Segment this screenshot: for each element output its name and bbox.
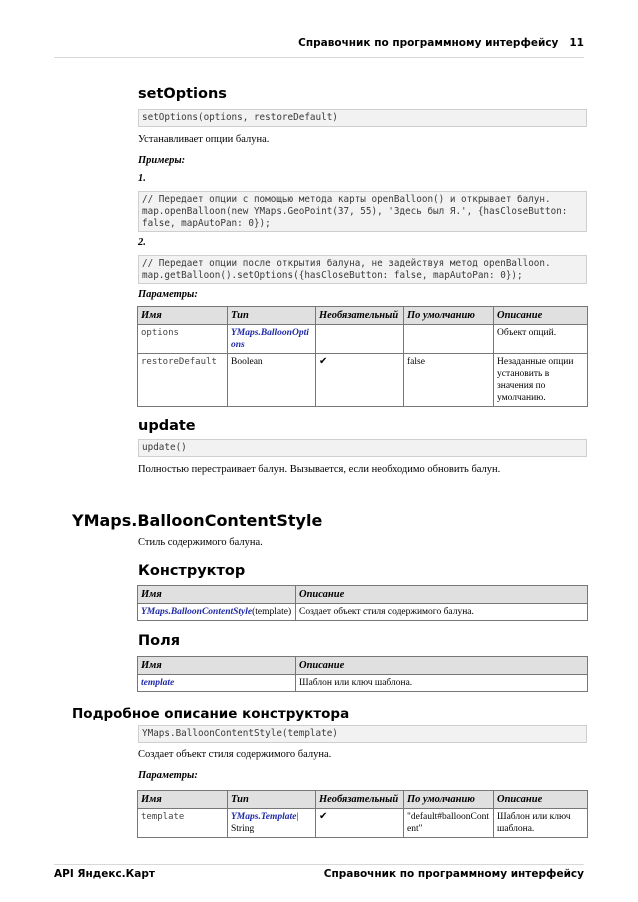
constructor-params-table xyxy=(137,790,588,838)
column-header: Описание xyxy=(494,307,588,325)
column-header: Описание xyxy=(296,657,588,675)
column-header: По умолчанию xyxy=(404,307,494,325)
table-header-row xyxy=(138,307,588,325)
constructor-table xyxy=(137,585,588,621)
table-row xyxy=(138,354,588,407)
constructor-detail-description: Создает объект стиля содержимого балуна. xyxy=(138,749,332,760)
example-2-code: // Передает опции после открытия балуна, не задействуя метод openBalloon. map.getBalloon().setOptions({hasCloseButton: false, mapAutoPan: 0}); xyxy=(138,255,587,284)
param-default: "default#balloonContent" xyxy=(404,809,494,838)
table-row xyxy=(138,809,588,838)
param-type-link[interactable]: YMaps.Template xyxy=(231,812,297,822)
update-heading: update xyxy=(138,418,196,434)
param-description: Незаданные опции установить в значения по умолчанию. xyxy=(494,354,588,407)
param-description: Объект опций. xyxy=(494,325,588,354)
constructor-link[interactable]: YMaps.BalloonContentStyle xyxy=(141,607,253,617)
update-description: Полностью перестраивает балун. Вызывается, если необходимо обновить балун. xyxy=(138,464,501,475)
table-header-row xyxy=(138,586,588,604)
param-type-alt: String xyxy=(231,824,255,834)
constructor-detail-signature: YMaps.BalloonContentStyle(template) xyxy=(138,725,587,743)
column-header: Имя xyxy=(138,657,296,675)
param-optional-check-icon: ✔ xyxy=(316,809,404,838)
setoptions-heading: setOptions xyxy=(138,86,227,102)
header-title: Справочник по программному интерфейсу xyxy=(298,37,559,49)
setoptions-description: Устанавливает опции балуна. xyxy=(138,134,270,145)
column-header: Имя xyxy=(138,586,296,604)
column-header: Тип xyxy=(228,791,316,809)
param-type: Boolean xyxy=(228,354,316,407)
param-optional-check-icon: ✔ xyxy=(316,354,404,407)
setoptions-signature: setOptions(options, restoreDefault) xyxy=(138,109,587,127)
param-type-separator: | xyxy=(296,812,299,822)
class-heading: YMaps.BalloonContentStyle xyxy=(72,511,323,530)
table-header-row xyxy=(138,657,588,675)
field-template-link[interactable]: template xyxy=(141,678,175,688)
footer-right: Справочник по программному интерфейсу xyxy=(323,868,584,880)
setoptions-params-table xyxy=(137,306,588,407)
constructor-description: Создает объект стиля содержимого балуна. xyxy=(296,604,588,621)
param-type-cell xyxy=(228,809,316,838)
constructor-heading: Конструктор xyxy=(138,563,246,579)
field-name-cell xyxy=(138,675,296,692)
examples-label: Примеры: xyxy=(138,155,186,166)
field-description: Шаблон или ключ шаблона. xyxy=(296,675,588,692)
example-1-number: 1. xyxy=(138,173,146,184)
example-2-number: 2. xyxy=(138,237,146,248)
table-row xyxy=(138,604,588,621)
param-type-link[interactable]: YMaps.BalloonOptions xyxy=(231,328,309,350)
column-header: Описание xyxy=(494,791,588,809)
param-type-cell xyxy=(228,325,316,354)
table-header-row xyxy=(138,791,588,809)
column-header: По умолчанию xyxy=(404,791,494,809)
example-1-code: // Передает опции с помощью метода карты openBalloon() и открывает балун. map.openBalloon(new YMaps.GeoPoint(37, 55), 'Здесь был Я.', {hasCloseButton: false, mapAutoPan: 0}); xyxy=(138,191,587,232)
footer-left: API Яндекс.Карт xyxy=(54,868,155,880)
update-signature: update() xyxy=(138,439,587,457)
param-optional xyxy=(316,325,404,354)
constructor-name-cell xyxy=(138,604,296,621)
table-row xyxy=(138,675,588,692)
fields-table xyxy=(137,656,588,692)
constructor-args: (template) xyxy=(252,607,292,617)
column-header: Имя xyxy=(138,791,228,809)
footer-divider xyxy=(54,864,584,865)
header-divider xyxy=(54,57,584,58)
param-default: false xyxy=(404,354,494,407)
param-name: options xyxy=(138,325,228,354)
column-header: Имя xyxy=(138,307,228,325)
param-name: restoreDefault xyxy=(138,354,228,407)
constructor-detail-heading: Подробное описание конструктора xyxy=(72,706,350,722)
column-header: Необязательный xyxy=(316,307,404,325)
page-number: 11 xyxy=(569,37,584,49)
column-header: Описание xyxy=(296,586,588,604)
params-label: Параметры: xyxy=(138,289,198,300)
column-header: Тип xyxy=(228,307,316,325)
param-description: Шаблон или ключ шаблона. xyxy=(494,809,588,838)
param-default xyxy=(404,325,494,354)
page-header xyxy=(298,37,584,49)
param-name: template xyxy=(138,809,228,838)
column-header: Необязательный xyxy=(316,791,404,809)
fields-heading: Поля xyxy=(138,633,181,649)
constructor-params-label: Параметры: xyxy=(138,770,198,781)
class-description: Стиль содержимого балуна. xyxy=(138,537,263,548)
table-row xyxy=(138,325,588,354)
